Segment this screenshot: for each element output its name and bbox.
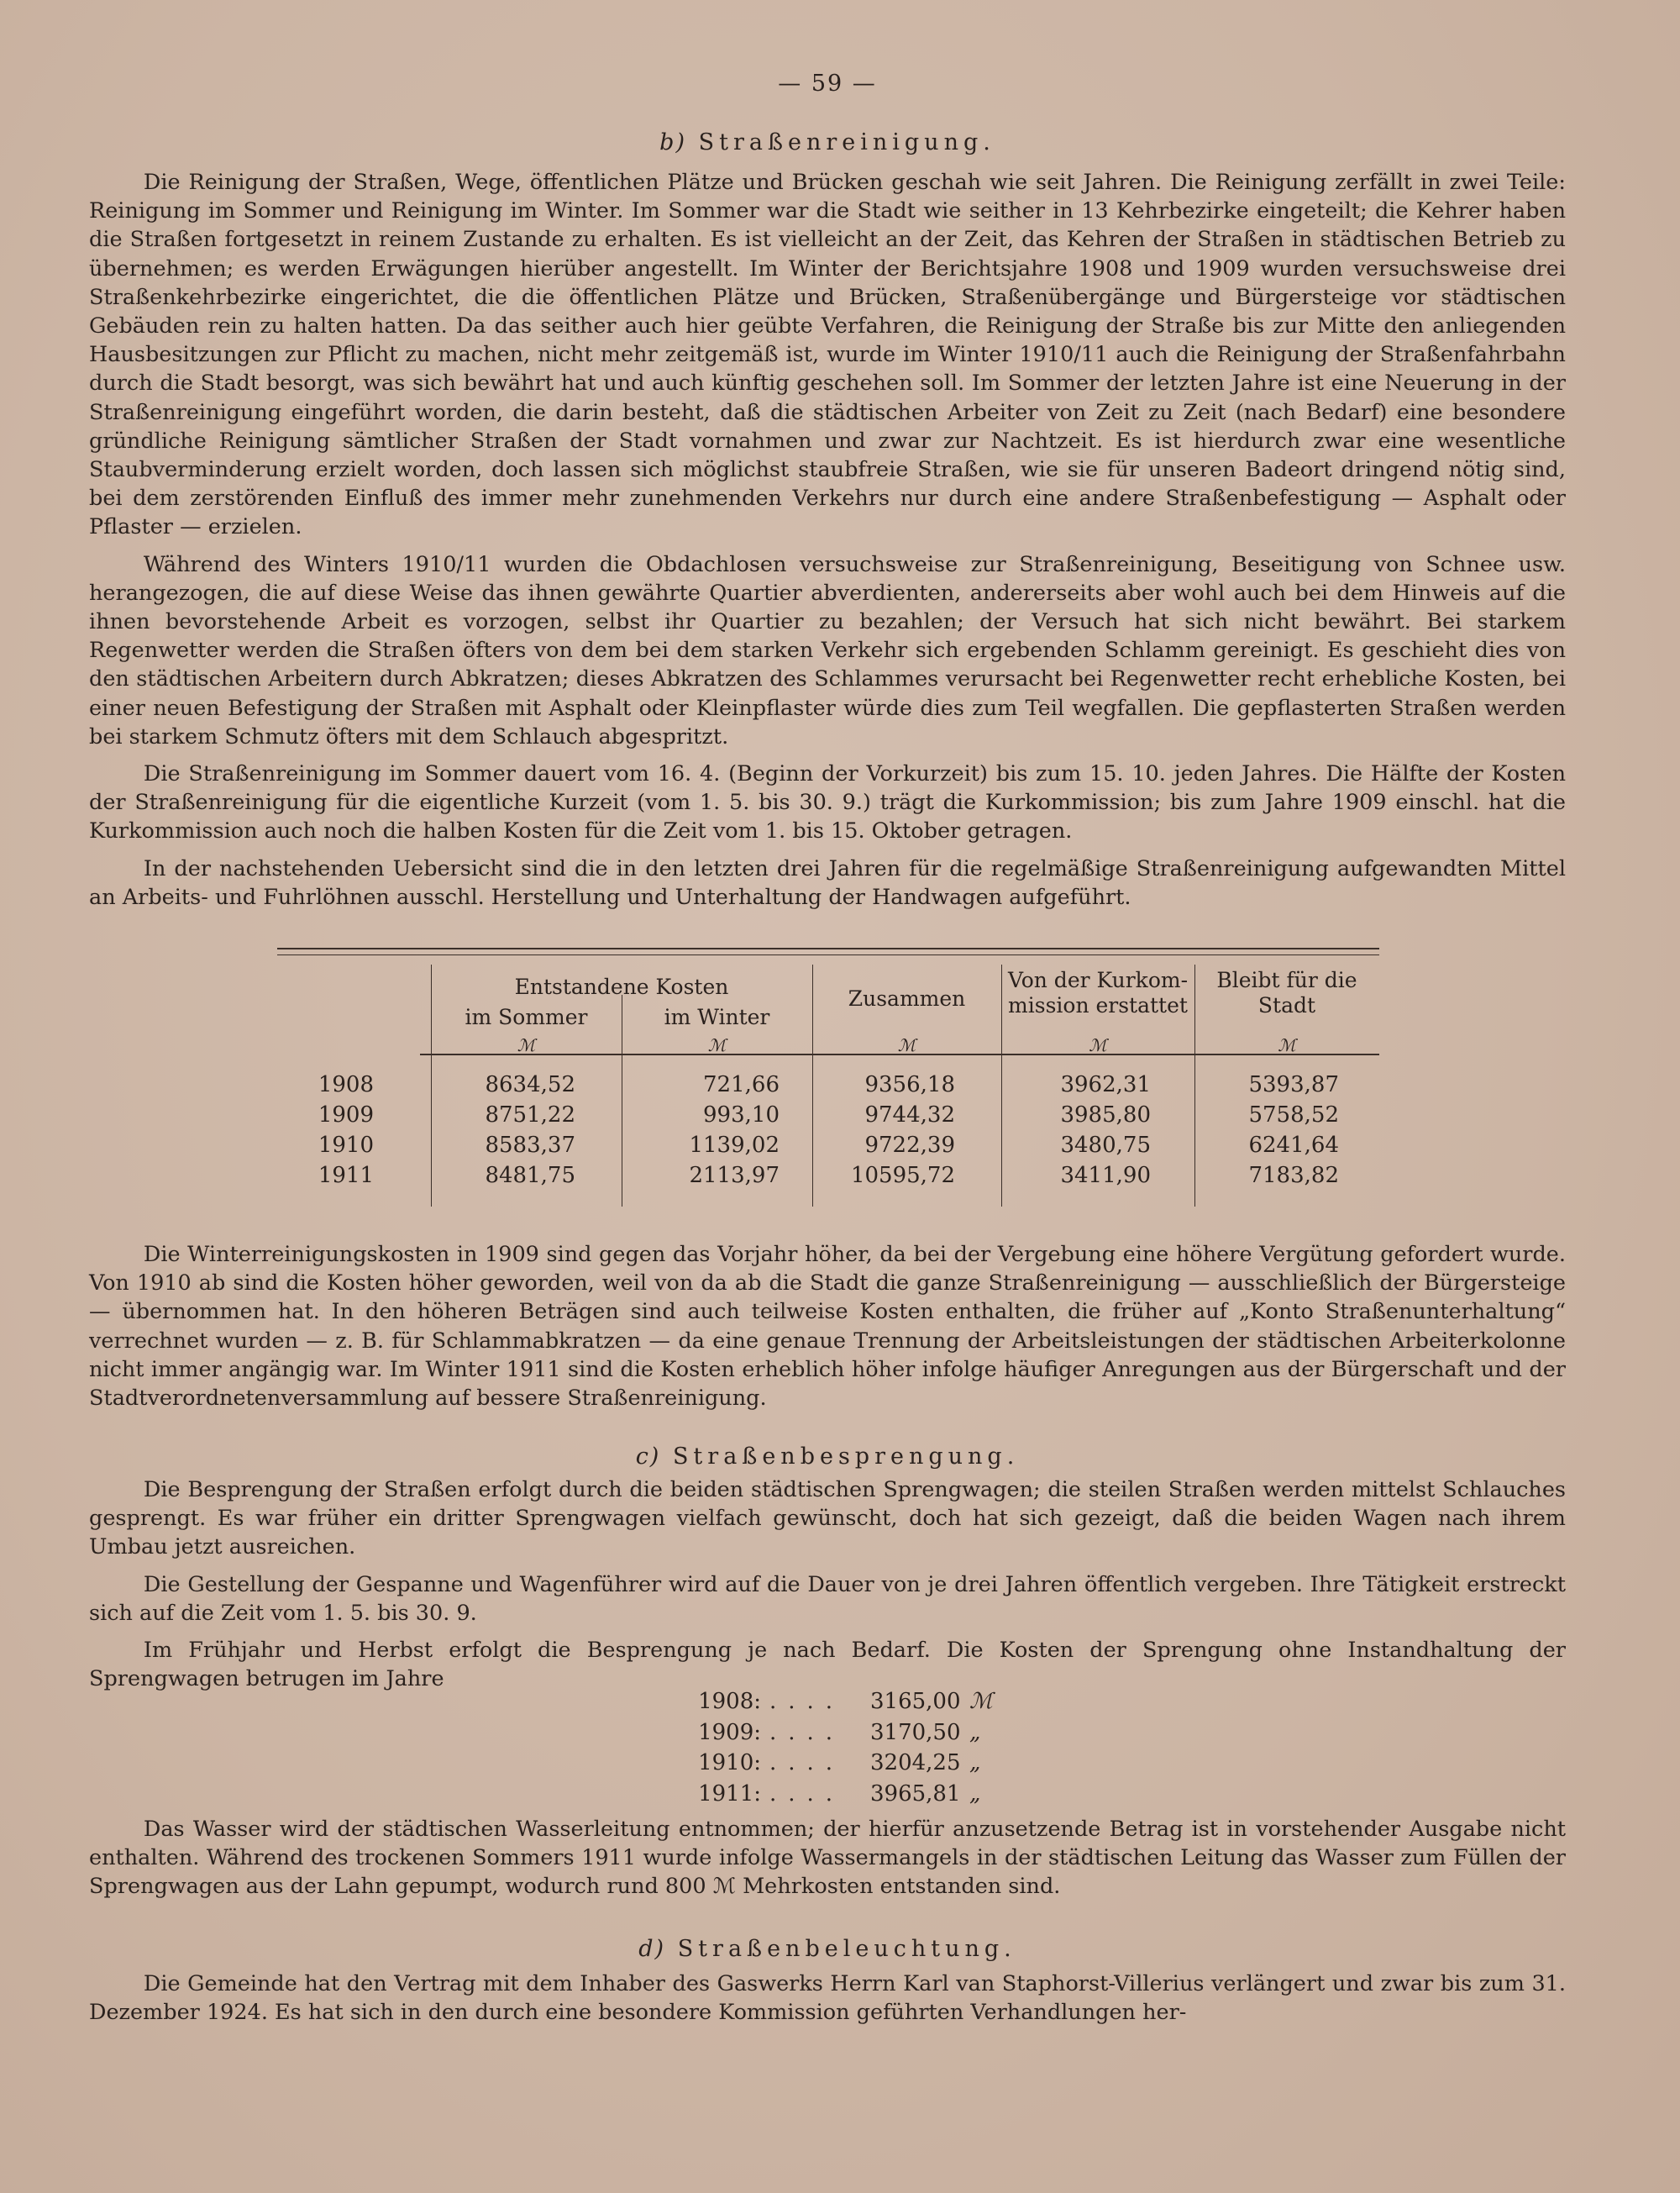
cell-total: 9744,32 xyxy=(864,1102,955,1128)
col-header-city-1: Bleibt für die xyxy=(1216,968,1357,992)
col-header-summer: im Sommer xyxy=(465,1005,588,1029)
cell-city: 5758,52 xyxy=(1248,1102,1339,1128)
spray-year: 1911: xyxy=(698,1780,761,1806)
spray-dots: .... xyxy=(769,1780,845,1806)
section-b-text xyxy=(89,168,1566,912)
paragraph: Im Frühjahr und Herbst erfolgt die Besprengung je nach Bedarf. Die Kosten der Sprengung ohne Instandhaltung der Sprengwagen betrugen im Jahre xyxy=(89,1638,1566,1692)
cell-total: 9722,39 xyxy=(864,1133,955,1158)
cell-total: 9356,18 xyxy=(864,1072,955,1097)
section-c-heading xyxy=(0,1444,1655,1470)
spray-year: 1909: xyxy=(698,1719,761,1745)
cell-summer: 8481,75 xyxy=(485,1163,575,1188)
spray-value: 3170,50 xyxy=(870,1719,961,1745)
col-header-total: Zusammen xyxy=(848,986,966,1011)
spray-unit: ℳ xyxy=(969,1689,993,1714)
spray-dots: .... xyxy=(769,1750,845,1775)
list-item xyxy=(664,1717,1003,1749)
section-b-heading xyxy=(0,129,1655,155)
paragraph: Das Wasser wird der städtischen Wasserleitung entnommen; der hierfür anzusetzende Betrag ist in vorstehender Ausgabe nicht enthalten. Während des trockenen Sommers 1911 wurde infolge Wassermangels in der städtischen Leitung das Wasser zum Füllen der Sprengwagen aus der Lahn gepumpt, wodurch rund 800 ℳ Mehrkosten entstanden sind. xyxy=(89,1817,1566,1900)
spray-value: 3204,25 xyxy=(870,1750,961,1775)
section-d-letter: d) xyxy=(638,1936,666,1962)
paragraph: Während des Winters 1910/11 wurden die Obdachlosen versuchsweise zur Straßenreinigung, Beseitigung von Schnee usw. herangezogen, die auf diese Weise das ihnen gewährte Quartier abverdienten, andererseits aber wohl auch bei dem Hinweis auf die ihnen bevorstehende Arbeit es vorzogen, selbst ihr Quartier zu bezahlen; der Versuch hat sich nicht bewährt. Bei starkem Regenwetter werden die Straßen öfters von dem bei dem starken Verkehr sich ergebenden Schlamm gereinigt. Es geschieht dies von den städtischen Arbeitern durch Abkratzen; dieses Abkratzen des Schlammes verursacht bei Regenwetter recht erhebliche Kosten, bei einer neuen Befestigung der Straßen mit Asphalt oder Kleinpflaster würde dies zum Teil wegfallen. Die gepflasterten Straßen werden bei starkem Schmutz öfters mit dem Schlauch abgespritzt. xyxy=(89,551,1566,749)
currency-mark: ℳ xyxy=(517,1035,536,1055)
table-row xyxy=(277,1102,1379,1133)
cell-summer: 8634,52 xyxy=(485,1072,575,1097)
cell-winter: 993,10 xyxy=(703,1102,780,1128)
cell-summer: 8583,37 xyxy=(485,1133,575,1158)
table-row xyxy=(277,1133,1379,1163)
spray-unit: „ xyxy=(969,1780,981,1806)
currency-mark: ℳ xyxy=(707,1035,727,1055)
cell-kurkom: 3985,80 xyxy=(1060,1102,1151,1128)
spray-value: 3165,00 xyxy=(870,1689,961,1714)
list-item xyxy=(664,1686,1003,1717)
cell-total: 10595,72 xyxy=(850,1163,955,1188)
group-header: Entstandene Kosten xyxy=(514,975,729,999)
cell-year: 1909 xyxy=(318,1102,374,1128)
cell-kurkom: 3480,75 xyxy=(1060,1133,1151,1158)
cell-year: 1908 xyxy=(318,1072,374,1097)
cell-winter: 721,66 xyxy=(703,1072,780,1097)
spray-year: 1910: xyxy=(698,1750,761,1775)
list-item xyxy=(664,1748,1003,1779)
paragraph: Die Gemeinde hat den Vertrag mit dem Inhaber des Gaswerks Herrn Karl van Staphorst-Villerius verlängert und zwar bis zum 31. Dezember 1924. Es hat sich in den durch eine besondere Kommission geführten Verhandlungen her- xyxy=(89,1971,1566,2026)
cell-kurkom: 3411,90 xyxy=(1060,1163,1151,1188)
section-c-text xyxy=(89,1475,1566,1693)
spray-dots: .... xyxy=(769,1689,845,1714)
spray-cost-list xyxy=(664,1686,1003,1809)
cell-winter: 2113,97 xyxy=(689,1163,780,1188)
cell-winter: 1139,02 xyxy=(689,1133,780,1158)
table-rule-top xyxy=(277,948,1379,949)
cost-table xyxy=(277,948,1379,1210)
col-header-winter: im Winter xyxy=(664,1005,770,1029)
spray-unit: „ xyxy=(969,1750,981,1775)
cell-year: 1911 xyxy=(318,1163,374,1188)
spray-unit: „ xyxy=(969,1719,981,1745)
cell-kurkom: 3962,31 xyxy=(1060,1072,1151,1097)
col-header-city-2: Stadt xyxy=(1257,993,1316,1018)
paragraph: Die Winterreinigungskosten in 1909 sind gegen das Vorjahr höher, da bei der Vergebung eine höhere Vergütung gefordert wurde. Von 1910 ab sind die Kosten höher geworden, weil von da ab die Stadt die ganze Straßenreinigung — ausschließlich der Bürgersteige — übernommen hat. In den höheren Beträgen sind auch teilweise Kosten enthalten, die früher auf „Konto Straßenunterhaltung“ verrechnet wurden — z. B. für Schlammabkratzen — da eine genaue Trennung der Arbeitsleistungen der städtischen Arbeiterkolonne nicht immer angängig war. Im Winter 1911 sind die Kosten erheblich höher infolge häufiger Anregungen aus der Bürgerschaft und der Stadtverordnetenversammlung auf bessere Straßenreinigung. xyxy=(89,1242,1566,1412)
currency-mark: ℳ xyxy=(1278,1035,1296,1055)
page-number: — 59 — xyxy=(778,71,877,97)
paragraph: Die Gestellung der Gespanne und Wagenführer wird auf die Dauer von je drei Jahren öffentlich vergeben. Ihre Tätigkeit erstreckt sich auf die Zeit vom 1. 5. bis 30. 9. xyxy=(89,1571,1566,1626)
spray-value: 3965,81 xyxy=(870,1780,961,1806)
currency-mark: ℳ xyxy=(897,1035,916,1055)
spray-dots: .... xyxy=(769,1719,845,1745)
col-header-kurkom-2: mission erstattet xyxy=(1008,993,1188,1018)
paragraph: Die Besprengung der Straßen erfolgt durch die beiden städtischen Sprengwagen; die steilen Straßen werden mittelst Schlauches gesprengt. Es war früher ein dritter Sprengwagen vielfach gewünscht, doch hat sich gezeigt, daß die beiden Wagen nach ihrem Umbau jetzt ausreichen. xyxy=(89,1477,1566,1560)
col-header-kurkom-1: Von der Kurkom- xyxy=(1007,968,1189,992)
cell-summer: 8751,22 xyxy=(485,1102,575,1128)
section-c-letter: c) xyxy=(635,1444,661,1470)
list-item xyxy=(664,1779,1003,1810)
paragraph: Die Straßenreinigung im Sommer dauert vom 16. 4. (Beginn der Vorkurzeit) bis zum 15. 10. jeden Jahres. Die Hälfte der Kosten der Straßenreinigung für die eigentliche Kurzeit (vom 1. 5. bis 30. 9.) trägt die Kurkommission; bis zum Jahre 1909 einschl. hat die Kurkommission auch noch die halben Kosten für die Zeit vom 1. bis 15. Oktober getragen. xyxy=(89,761,1566,844)
cell-year: 1910 xyxy=(318,1133,374,1158)
section-b-letter: b) xyxy=(659,129,686,155)
spray-year: 1908: xyxy=(698,1689,761,1714)
cell-city: 6241,64 xyxy=(1248,1133,1339,1158)
section-d-title: Straßenbeleuchtung. xyxy=(677,1936,1016,1962)
section-b-text-after xyxy=(89,1240,1566,1412)
table-row xyxy=(277,1163,1379,1193)
table-row xyxy=(277,1072,1379,1102)
paragraph: Die Reinigung der Straßen, Wege, öffentlichen Plätze und Brücken geschah wie seit Jahren. Die Reinigung zerfällt in zwei Teile: Reinigung im Sommer und Reinigung im Winter. Im Sommer war die Stadt wie seither in 13 Kehrbezirke eingeteilt; die Kehrer haben die Straßen fortgesetzt in reinem Zustande zu erhalten. Es ist vielleicht an der Zeit, das Kehren der Straßen in städtischen Betrieb zu übernehmen; es werden Erwägungen hierüber angestellt. Im Winter der Berichtsjahre 1908 und 1909 wurden versuchsweise drei Straßenkehrbezirke eingerichtet, die die öffentlichen Plätze und Brücken, Straßenübergänge und Bürgersteige vor städtischen Gebäuden rein zu halten hatten. Da das seither auch hier geübte Verfahren, die Reinigung der Straße bis zur Mitte den anliegenden Hausbesitzungen zur Pflicht zu machen, nicht mehr zeitgemäß ist, wurde im Winter 1910/11 auch die Reinigung der Straßenfahrbahn durch die Stadt besorgt, was sich bewährt hat und auch künftig geschehen soll. Im Sommer der letzten Jahre ist eine Neuerung in der Straßenreinigung eingeführt worden, die darin besteht, daß die städtischen Arbeiter von Zeit zu Zeit (nach Bedarf) eine besondere gründliche Reinigung sämtlicher Straßen der Stadt vornahmen und zwar zur Nachtzeit. Es ist hierdurch zwar eine wesentliche Staubverminderung erzielt worden, doch lassen sich möglichst staubfreie Straßen, wie sie für unseren Badeort dringend nötig sind, bei dem zerstörenden Einfluß des immer mehr zunehmenden Verkehrs nur durch eine andere Straßenbefestigung — Asphalt oder Pflaster — erzielen. xyxy=(89,170,1566,540)
section-c-text-after xyxy=(89,1815,1566,1901)
section-d-heading xyxy=(0,1936,1655,1962)
section-d-text xyxy=(89,1969,1566,2027)
section-b-title: Straßenreinigung. xyxy=(698,129,995,155)
section-c-title: Straßenbesprengung. xyxy=(672,1444,1020,1470)
currency-mark: ℳ xyxy=(1089,1035,1107,1055)
cell-city: 7183,82 xyxy=(1248,1163,1339,1188)
cell-city: 5393,87 xyxy=(1248,1072,1339,1097)
paragraph: In der nachstehenden Uebersicht sind die in den letzten drei Jahren für die regelmäßige Straßenreinigung aufgewandten Mittel an Arbeits- und Fuhrlöhnen ausschl. Herstellung und Unterhaltung der Handwagen aufgeführt. xyxy=(89,855,1566,910)
